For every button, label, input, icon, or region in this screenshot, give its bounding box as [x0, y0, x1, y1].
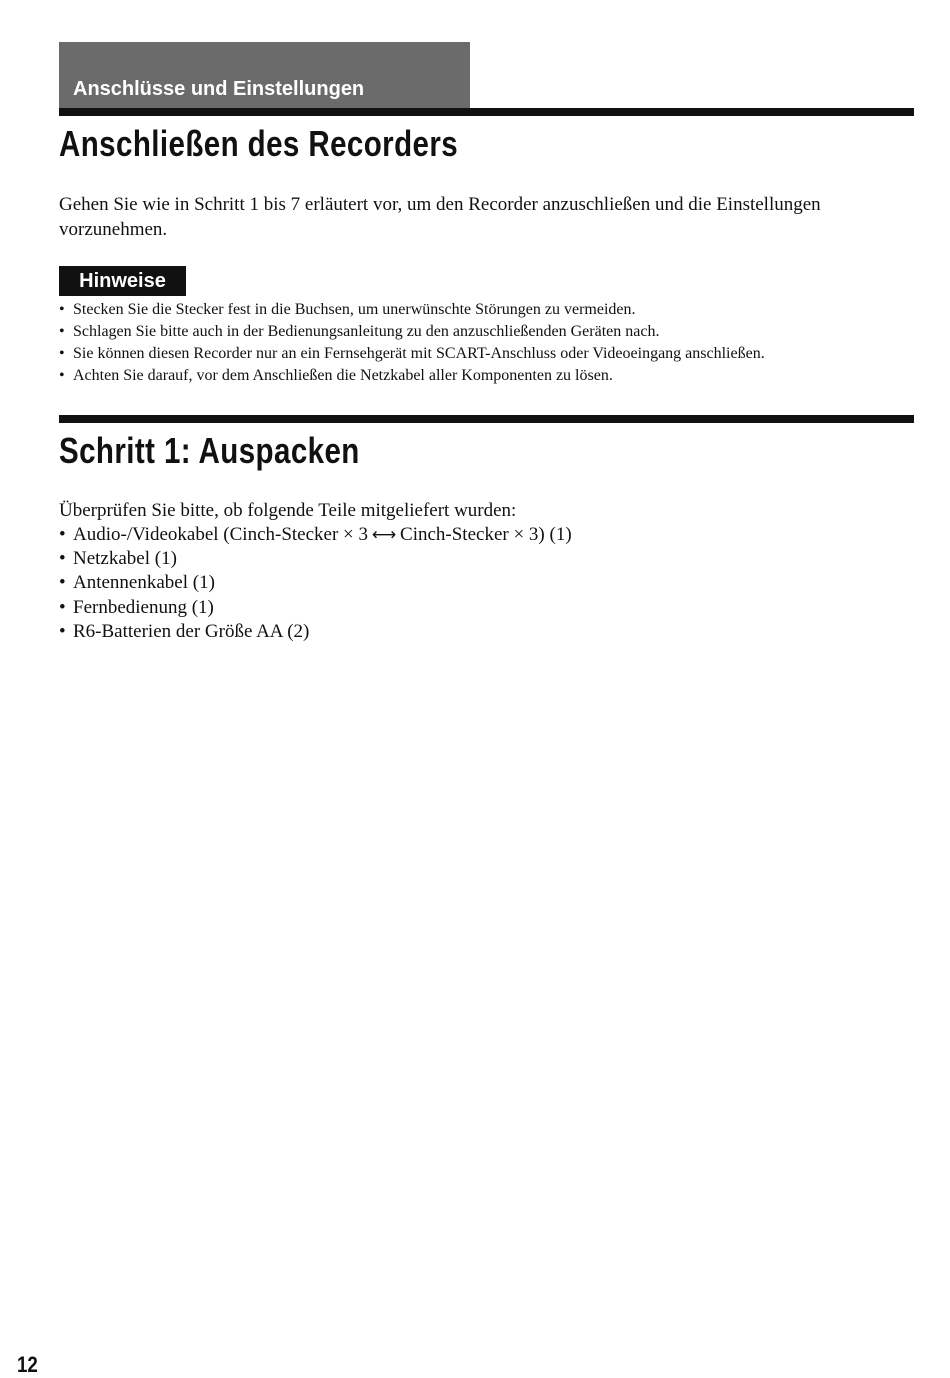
part-item: • R6-Batterien der Größe AA (2) [59, 620, 572, 644]
section-heading: Schritt 1: Auspacken [59, 430, 360, 471]
part-item: • Fernbedienung (1) [59, 596, 572, 620]
note-item: • Achten Sie darauf, vor dem Anschließen die Netzkabel aller Komponenten zu lösen. [59, 365, 914, 387]
notes-label: Hinweise [59, 266, 186, 296]
note-item: • Stecken Sie die Stecker fest in die Buchsen, um unerwünschte Störungen zu vermeiden. [59, 299, 914, 321]
part-cable-left: Audio-/Videokabel (Cinch-Stecker × 3 [73, 524, 369, 545]
note-item: • Schlagen Sie bitte auch in der Bedienungsanleitung zu den anzuschließenden Geräten nach. [59, 321, 914, 343]
note-item: • Sie können diesen Recorder nur an ein Fernsehgerät mit SCART-Anschluss oder Videoeingang anschließen. [59, 343, 914, 365]
double-arrow-icon: ⟷ [371, 525, 397, 545]
step-intro: Überprüfen Sie bitte, ob folgende Teile mitgeliefert wurden: [59, 500, 517, 521]
part-item-av-cable [59, 523, 572, 547]
section-rule [59, 415, 914, 423]
part-cable-right: Cinch-Stecker × 3) (1) [400, 524, 572, 545]
parts-list [59, 523, 572, 644]
section-tab [59, 42, 470, 109]
page-title: Anschließen des Recorders [59, 123, 459, 164]
part-item: • Antennenkabel (1) [59, 571, 572, 595]
part-item: • Netzkabel (1) [59, 547, 572, 571]
heading-rule [59, 108, 914, 116]
notes-list [59, 299, 914, 387]
page-number: 12 [17, 1352, 38, 1377]
section-tab-label: Anschlüsse und Einstellungen [73, 78, 365, 100]
intro-paragraph: Gehen Sie wie in Schritt 1 bis 7 erläutert vor, um den Recorder anzuschließen und die Einstellungen vorzunehmen. [59, 194, 821, 240]
